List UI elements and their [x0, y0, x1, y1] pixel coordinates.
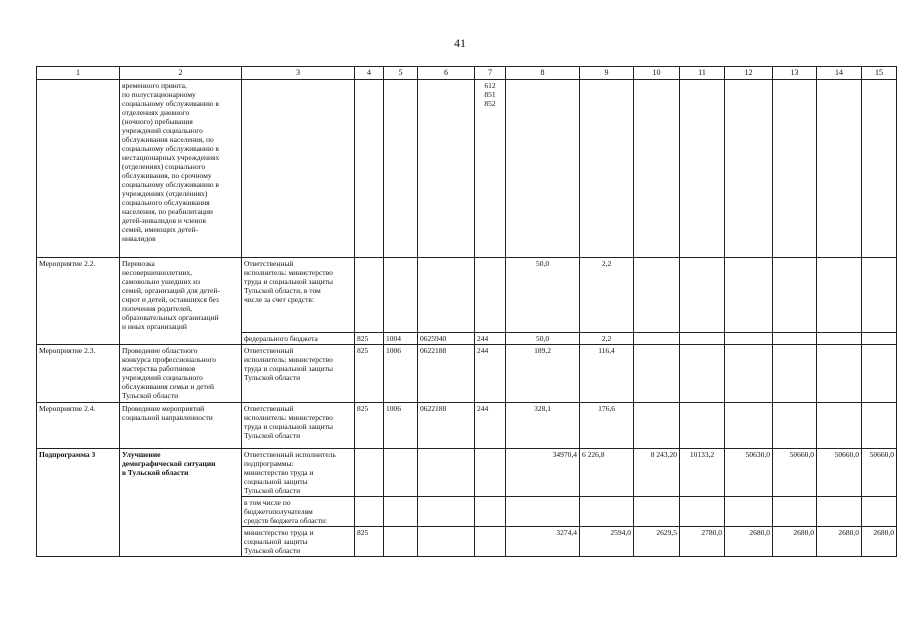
table-cell	[418, 526, 475, 556]
responsible-text: Ответственный исполнитель: министерство труда и социальной защиты Тульской области, в том числе за счет средств:	[242, 257, 355, 332]
value-cell: 2680,0	[817, 526, 862, 556]
budget-table	[36, 66, 897, 557]
table-cell	[862, 332, 897, 344]
header-cell: 5	[384, 67, 418, 80]
table-cell	[418, 496, 475, 526]
table-cell	[242, 79, 355, 257]
table-cell	[773, 402, 817, 448]
measure-description: Проведение областного конкурса профессионального мастерства работников учреждений социального обслуживания семьи и детей Тульской области	[120, 344, 242, 402]
table-cell	[725, 79, 773, 257]
funding-source: федерального бюджета	[242, 332, 355, 344]
table-cell	[634, 344, 680, 402]
table-cell	[773, 344, 817, 402]
value-cell: 244	[475, 344, 506, 402]
table-cell	[580, 79, 634, 257]
table-row	[37, 344, 897, 402]
table-cell	[634, 496, 680, 526]
table-cell	[355, 79, 384, 257]
header-cell: 7	[475, 67, 506, 80]
measure-label: Мероприятие 2.3.	[37, 344, 120, 402]
table-cell	[475, 496, 506, 526]
table-cell	[355, 257, 384, 332]
table-cell	[773, 496, 817, 526]
header-cell: 2	[120, 67, 242, 80]
header-cell: 8	[506, 67, 580, 80]
table-row	[37, 79, 897, 257]
value-cell: 50660,0	[773, 448, 817, 496]
table-cell	[725, 257, 773, 332]
budget-recipients-text: в том числе по бюджетополучателям средств бюджета области:	[242, 496, 355, 526]
responsible-text: Ответственный исполнитель: министерство труда и социальной защиты Тульской области	[242, 344, 355, 402]
table-cell	[634, 332, 680, 344]
page-number: 41	[454, 36, 466, 50]
table-cell	[680, 496, 725, 526]
value-cell: 2,2	[580, 257, 634, 332]
value-cell: 825	[355, 344, 384, 402]
header-cell: 15	[862, 67, 897, 80]
table-cell	[817, 79, 862, 257]
value-cell: 0622188	[418, 344, 475, 402]
value-cell: 0625940	[418, 332, 475, 344]
subprogram-description: Улучшение демографической ситуации в Тульской области	[120, 448, 242, 556]
value-cell: 10133,2	[680, 448, 725, 496]
table-cell	[725, 496, 773, 526]
value-cell: 6 226,8	[580, 448, 634, 496]
header-row	[37, 67, 897, 80]
subprogram-label: Подпрограмма 3	[37, 448, 120, 556]
table-cell	[580, 496, 634, 526]
value-cell: 189,2	[506, 344, 580, 402]
value-cell: 116,4	[580, 344, 634, 402]
continuation-description: временного приюта, по полустационарному социальному обслуживанию в отделениях дневного (ночного) пребывания учреждений социального обслуживания населения, по социальному обслуживанию в нестационарных учреждениях (отделениях) социального обслуживания, по срочному социальному обслуживанию в учреждениях (отделениях) социального обслуживания населения, по реабилитации детей-инвалидов и членов семей, имеющих детей- инвалидов	[120, 79, 242, 257]
table-row	[37, 402, 897, 448]
value-cell: 2594,0	[580, 526, 634, 556]
value-cell: 34970,4	[506, 448, 580, 496]
value-cell: 2680,0	[862, 526, 897, 556]
table-cell	[475, 526, 506, 556]
table-cell	[418, 448, 475, 496]
table-cell	[817, 344, 862, 402]
header-cell: 1	[37, 67, 120, 80]
table-cell	[680, 344, 725, 402]
header-cell: 14	[817, 67, 862, 80]
table-cell	[384, 448, 418, 496]
header-cell: 3	[242, 67, 355, 80]
table-cell	[634, 79, 680, 257]
measure-label: Мероприятие 2.2.	[37, 257, 120, 344]
table-cell	[37, 79, 120, 257]
value-cell: 328,1	[506, 402, 580, 448]
value-cell: 2,2	[580, 332, 634, 344]
table-cell	[773, 332, 817, 344]
table-cell	[475, 448, 506, 496]
value-cell: 244	[475, 402, 506, 448]
measure-description: Перевозка несовершеннолетних, самовольно ушедших из семей, организаций для детей- сирот и детей, оставшихся без попечения родителей, образовательных организаций и иных организаций	[120, 257, 242, 344]
table-cell	[680, 257, 725, 332]
header-cell: 10	[634, 67, 680, 80]
table-cell	[862, 402, 897, 448]
table-cell	[862, 344, 897, 402]
table-cell	[725, 402, 773, 448]
table-cell	[384, 496, 418, 526]
value-cell: 2629,5	[634, 526, 680, 556]
table-cell	[680, 332, 725, 344]
table-cell	[506, 79, 580, 257]
table-cell	[384, 526, 418, 556]
table-cell	[773, 257, 817, 332]
table-cell	[725, 332, 773, 344]
table-cell	[384, 79, 418, 257]
table-row	[37, 257, 897, 332]
value-cell: 50630,0	[725, 448, 773, 496]
header-cell: 13	[773, 67, 817, 80]
measure-label: Мероприятие 2.4.	[37, 402, 120, 448]
responsible-text: Ответственный исполнитель подпрограммы: министерство труда и социальной защиты Тульской области	[242, 448, 355, 496]
table-cell	[862, 496, 897, 526]
value-cell: 825	[355, 526, 384, 556]
value-cell: 50660,0	[862, 448, 897, 496]
table-cell	[680, 79, 725, 257]
responsible-text: Ответственный исполнитель: министерство труда и социальной защиты Тульской области	[242, 402, 355, 448]
value-cell: 3274,4	[506, 526, 580, 556]
header-cell: 4	[355, 67, 384, 80]
value-cell: 50660,0	[817, 448, 862, 496]
table-cell	[680, 402, 725, 448]
table-cell	[862, 79, 897, 257]
table-cell	[384, 257, 418, 332]
measure-description: Проведение мероприятий социальной направленности	[120, 402, 242, 448]
value-cell: 176,6	[580, 402, 634, 448]
header-cell: 6	[418, 67, 475, 80]
header-cell: 11	[680, 67, 725, 80]
expense-codes: 612 851 852	[475, 79, 506, 257]
table-cell	[418, 79, 475, 257]
table-cell	[355, 496, 384, 526]
table-cell	[506, 496, 580, 526]
table-cell	[418, 257, 475, 332]
value-cell: 1004	[384, 332, 418, 344]
table-cell	[862, 257, 897, 332]
value-cell: 2780,0	[680, 526, 725, 556]
ministry-text: министерство труда и социальной защиты Тульской области	[242, 526, 355, 556]
table-cell	[817, 496, 862, 526]
table-cell	[475, 257, 506, 332]
table-cell	[773, 79, 817, 257]
value-cell: 1006	[384, 402, 418, 448]
table-cell	[634, 402, 680, 448]
value-cell: 825	[355, 332, 384, 344]
table-row	[37, 448, 897, 496]
table-cell	[725, 344, 773, 402]
header-cell: 12	[725, 67, 773, 80]
header-cell: 9	[580, 67, 634, 80]
table-cell	[817, 332, 862, 344]
value-cell: 0622188	[418, 402, 475, 448]
value-cell: 825	[355, 402, 384, 448]
value-cell: 244	[475, 332, 506, 344]
table-cell	[817, 402, 862, 448]
value-cell: 2680,0	[725, 526, 773, 556]
value-cell: 8 243,20	[634, 448, 680, 496]
table-cell	[355, 448, 384, 496]
value-cell: 50,0	[506, 257, 580, 332]
table-cell	[634, 257, 680, 332]
value-cell: 50,0	[506, 332, 580, 344]
value-cell: 2680,0	[773, 526, 817, 556]
table-cell	[817, 257, 862, 332]
value-cell: 1006	[384, 344, 418, 402]
